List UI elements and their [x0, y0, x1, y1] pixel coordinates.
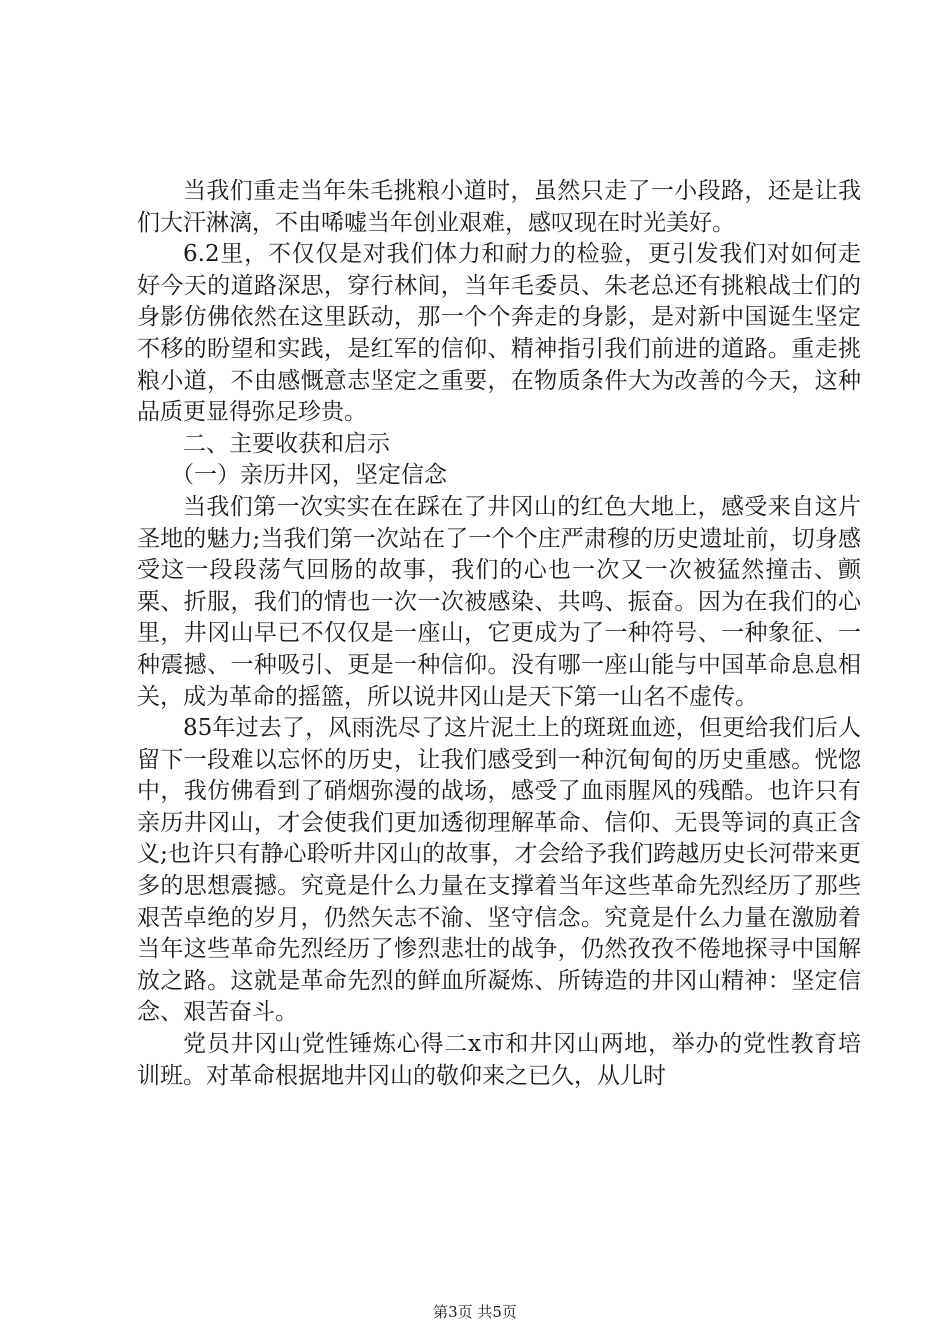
body-paragraph: 党员井冈山党性锤炼心得二x市和井冈山两地，举办的党性教育培训班。对革命根据地井冈山的敬仰来之已久，从儿时: [137, 1031, 861, 1089]
section-heading: 二、主要收获和启示: [183, 430, 390, 457]
body-paragraph: 85年过去了，风雨洗尽了这片泥土上的斑斑血迹，但更给我们后人留下一段难以忘怀的历史，让我们感受到一种沉甸甸的历史重感。恍惚中，我仿佛看到了硝烟弥漫的战场，感受了血雨腥风的残酷。也许只有亲历井冈山，才会使我们更加透彻理解革命、信仰、无畏等词的真正含义;也许只有静心聆听井冈山的故事，才会给予我们跨越历史长河带来更多的思想震撼。究竟是什么力量在支撑着当年这些革命先烈经历了那些艰苦卓绝的岁月，仍然矢志不渝、坚守信念。究竟是什么力量在激励着当年这些革命先烈经历了惨烈悲壮的战争，仍然孜孜不倦地探寻中国解放之路。这就是革命先烈的鲜血所凝炼、所铸造的井冈山精神：坚定信念、艰苦奋斗。: [137, 715, 861, 1026]
page-footer: [0, 1302, 950, 1322]
page-number-label: 第3页 共5页: [433, 1303, 517, 1321]
body-paragraph: 当我们重走当年朱毛挑粮小道时，虽然只走了一小段路，还是让我们大汗淋漓，不由唏嘘当年创业艰难，感叹现在时光美好。: [137, 178, 861, 236]
document-body: [137, 176, 861, 1092]
body-paragraph: 当我们第一次实实在在踩在了井冈山的红色大地上，感受来自这片圣地的魅力;当我们第一次站在了一个个庄严肃穆的历史遗址前，切身感受这一段段荡气回肠的故事，我们的心也一次又一次被猛然撞击、颤栗、折服，我们的情也一次一次被感染、共鸣、振奋。因为在我们的心里，井冈山早已不仅仅是一座山，它更成为了一种符号、一种象征、一种震撼、一种吸引、更是一种信仰。没有哪一座山能与中国革命息息相关，成为革命的摇篮，所以说井冈山是天下第一山名不虚传。: [137, 493, 861, 710]
subsection-heading: （一）亲历井冈，坚定信念: [171, 462, 447, 489]
body-paragraph: 6.2里，不仅仅是对我们体力和耐力的检验，更引发我们对如何走好今天的道路深思，穿行林间，当年毛委员、朱老总还有挑粮战士们的身影仿佛依然在这里跃动，那一个个奔走的身影，是对新中国诞生坚定不移的盼望和实践，是红军的信仰、精神指引我们前进的道路。重走挑粮小道，不由感慨意志坚定之重要，在物质条件大为改善的今天，这种品质更显得弥足珍贵。: [137, 241, 861, 426]
